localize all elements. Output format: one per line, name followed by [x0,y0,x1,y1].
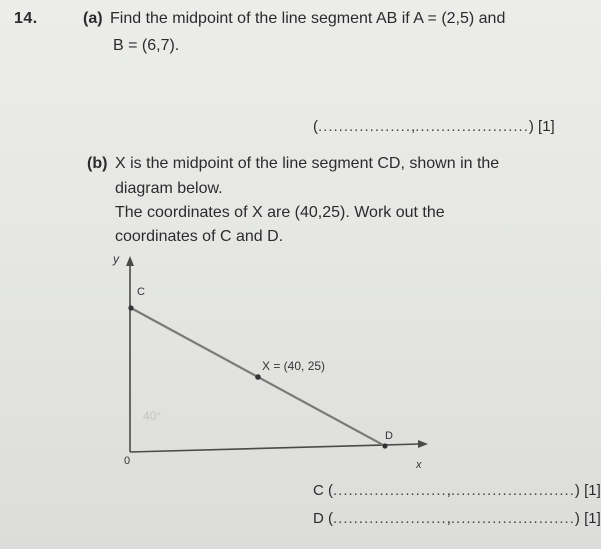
part-b-text-line2: diagram below. [115,180,223,197]
answer-dots-x[interactable]: .................. [318,118,412,135]
answer-d-mark: [1] [584,510,601,527]
answer-d-prefix: D ( [313,510,333,527]
answer-dots-y[interactable]: ...................... [415,118,529,135]
y-axis-label: y [113,252,119,266]
answer-c-close: ) [574,482,580,499]
part-b-answer-c [313,482,601,499]
part-b-label: (b) [87,155,108,172]
part-b-text-line4: coordinates of C and D. [115,228,284,245]
answer-c-mark: [1] [584,482,601,499]
answer-c-prefix: C ( [313,482,333,499]
x-axis [130,444,420,452]
answer-d-dots-y[interactable]: ........................ [450,510,575,527]
faint-pencil-mark: 40° [143,409,162,423]
point-d [382,443,387,448]
answer-d-comma: , [446,510,451,527]
point-c [128,305,133,310]
part-a-label: (a) [83,10,103,27]
y-axis-arrow [126,256,134,266]
answer-d-dots-x[interactable]: ...................... [333,510,447,527]
answer-open-paren: ( [313,118,318,135]
part-b-text-line1: X is the midpoint of the line segment CD, shown in the [115,155,500,172]
answer-d-close: ) [574,510,580,527]
origin-label: 0 [124,455,131,467]
answer-c-dots-x[interactable]: ...................... [333,482,447,499]
x-axis-label: x [416,459,422,471]
question-number: 14. [14,10,38,27]
point-x-label: X = (40, 25) [262,359,326,373]
part-b-answer-d [313,510,601,527]
answer-c-comma: , [446,482,451,499]
point-d-label: D [385,430,393,442]
part-a-text-line1: Find the midpoint of the line segment AB if A = (2,5) and [110,10,506,27]
answer-c-dots-y[interactable]: ........................ [450,482,575,499]
x-axis-arrow [418,440,428,448]
point-c-label: C [137,286,145,298]
point-x [255,374,261,380]
answer-comma: , [411,118,416,135]
part-a-mark: [1] [538,118,555,135]
part-b-text-line3: The coordinates of X are (40,25). Work out the [115,204,445,221]
part-a-text-line2: B = (6,7). [113,37,180,54]
answer-close-paren: ) [528,118,534,135]
